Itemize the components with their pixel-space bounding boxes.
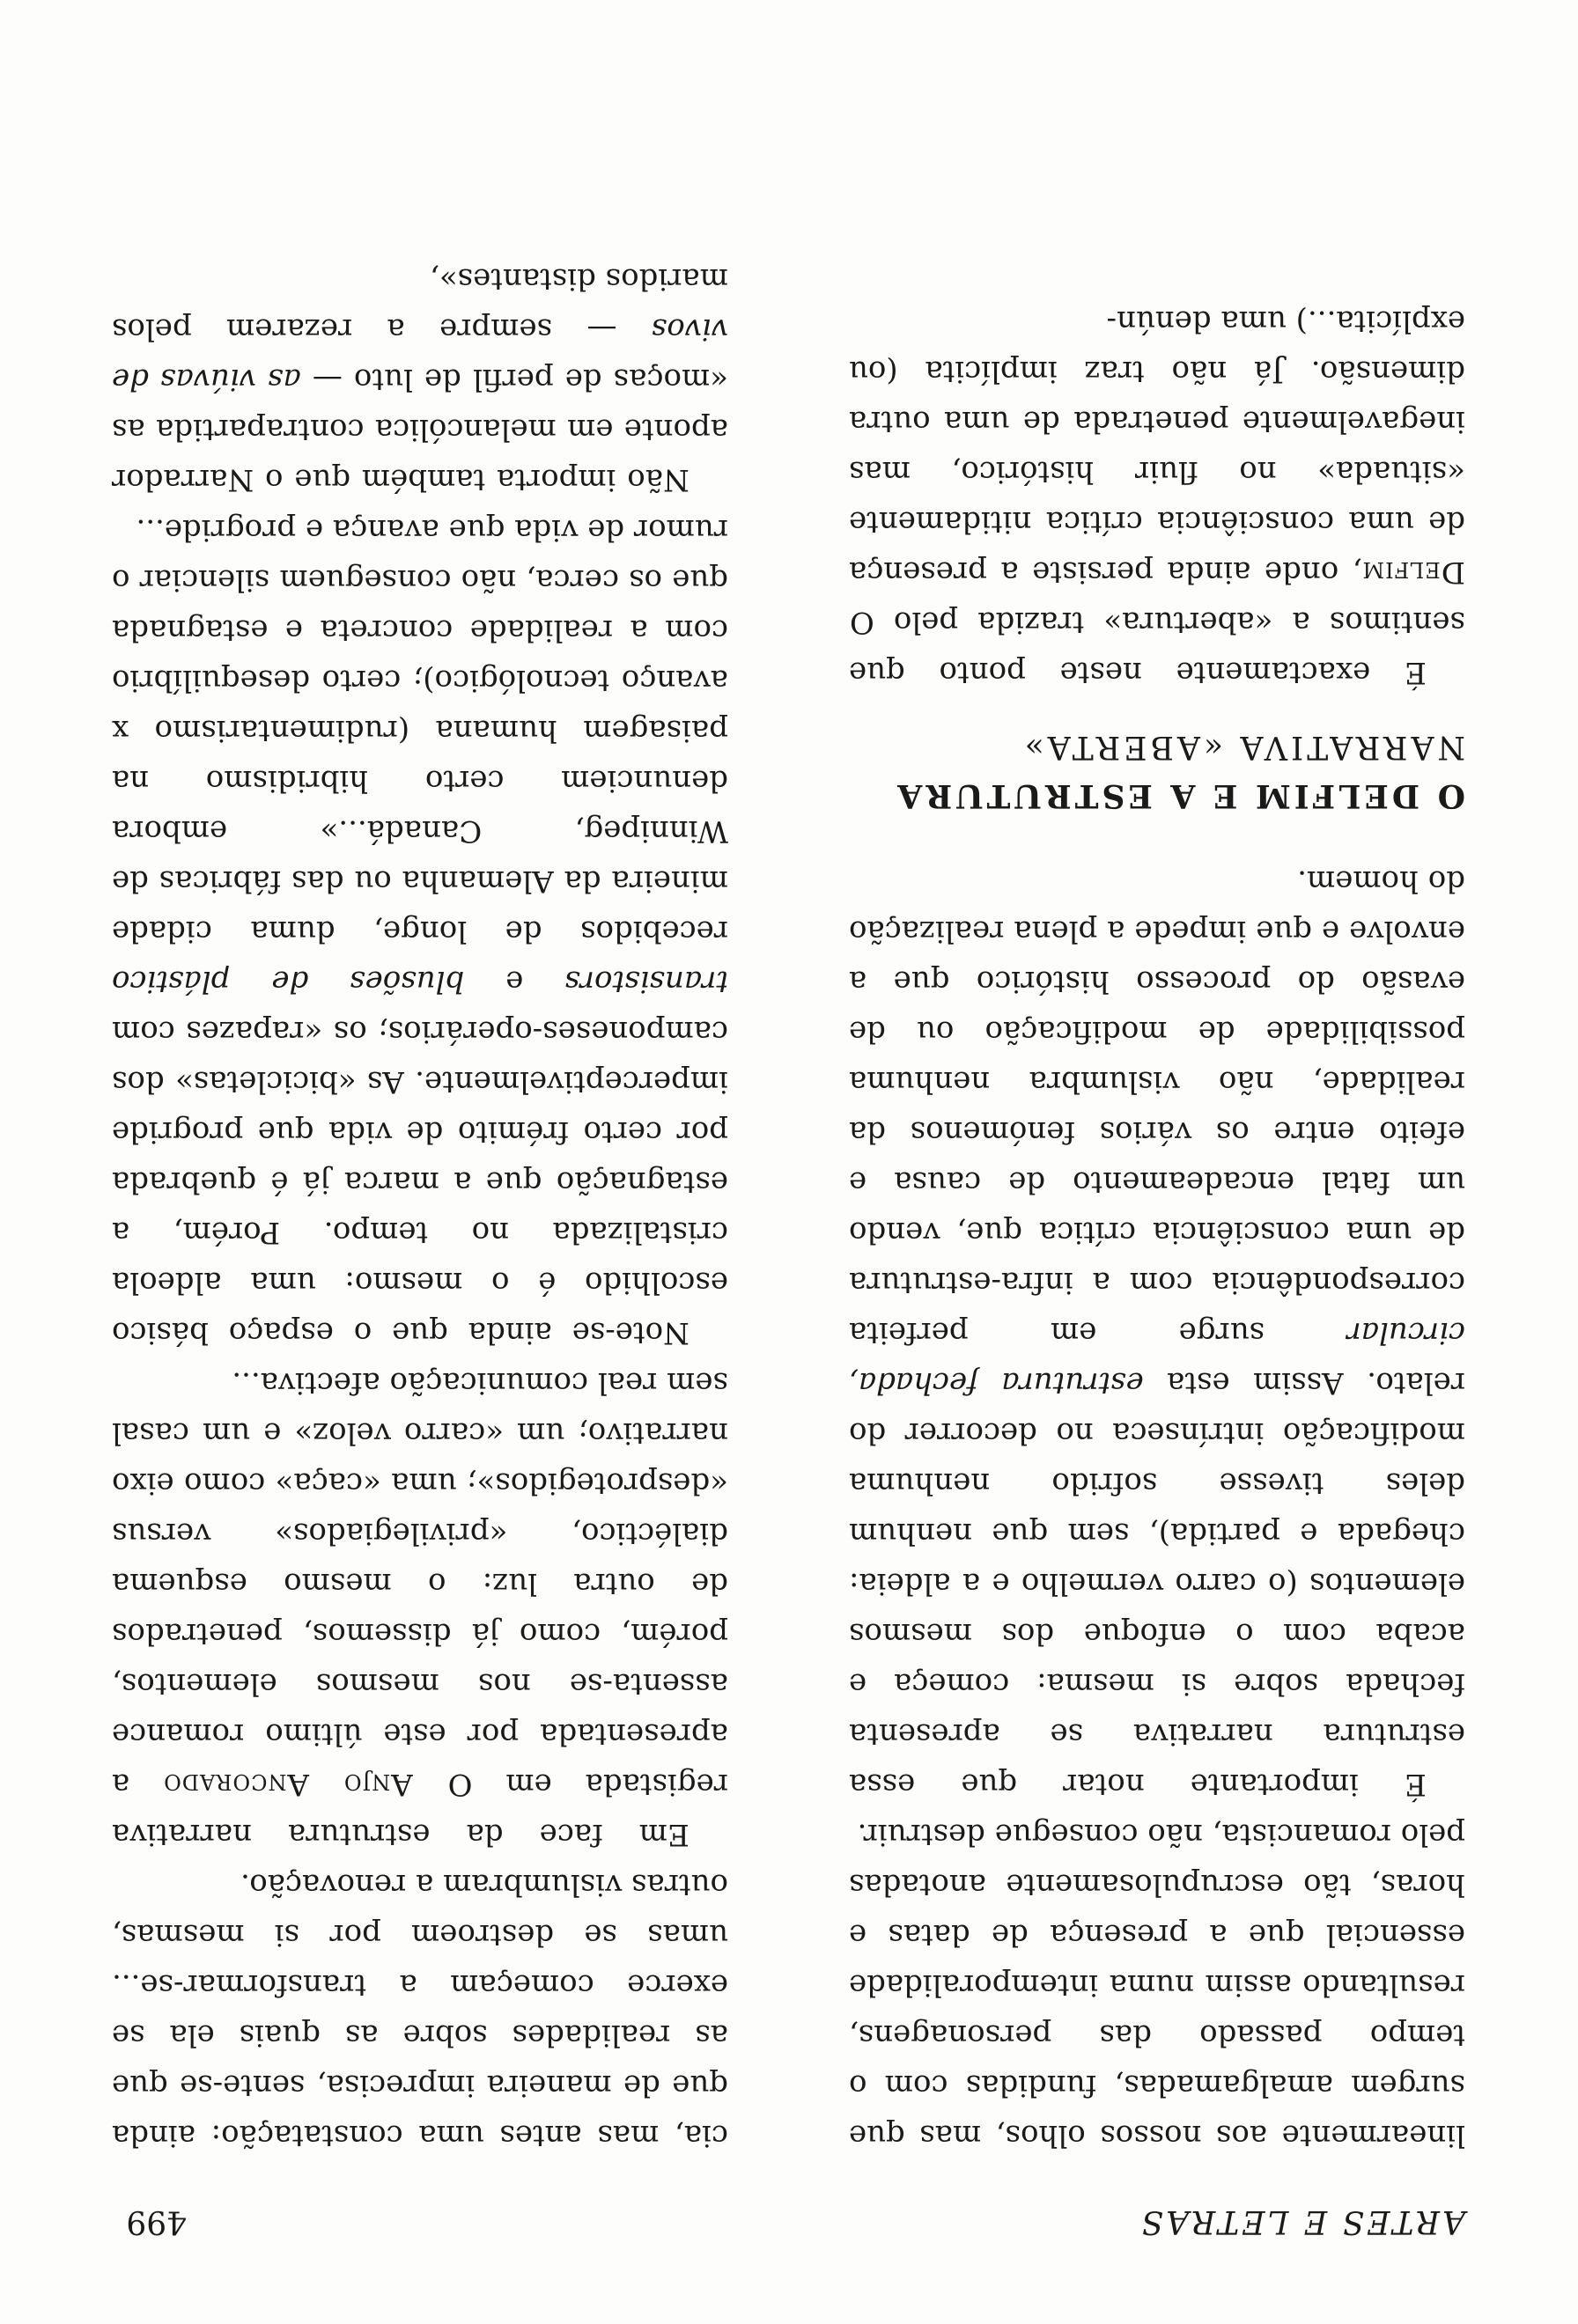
page-number: 499 [126,2203,187,2239]
paragraph-text: cia, mas antes uma constatação: ainda que de maneira imprecisa, sente-se que as realidades sobre as quais ela se exerce começam a transformar-se... umas se destroem por si mesmas, outras vislumbram a renovação. [112,1867,728,2153]
paragraph-text: recebidos de longe, duma cidade mineira da Alemanha ou das fábricas de Winnipeg, Canadá...» embora denunciem certo hibridismo na paisagem humana (rudimentarismo x avanço tecnológico); certo desequilíbrio com a realidade concreta e estagnada que os cerca, não conseguem silenciar o rumor de vida que avança e progride... [112,512,728,949]
section-heading [849,722,1465,820]
paragraph [112,254,728,504]
section-heading-line: O DELFIM E A ESTRUTURA [894,777,1465,814]
running-head: ARTES E LETRAS [1139,2203,1465,2239]
paragraph-text: É exactamente neste ponto que sentimos a «abertura» trazida pelo [849,605,1465,690]
paragraph-text: Em face da estrutura narrativa registada em [112,1767,728,1852]
emphasis-text: blusões de plástico [112,964,465,999]
left-column [849,83,1465,2160]
paragraph-text: É importante notar que essa estrutura narrativa se apresenta fechada sobre si mesma: começa e acaba com o enfoque dos mesmos elementos (o carro vermelho e a aldeia: chegada e partida), sem que nenhum deles tivesse sofrido nenhuma modificação intrínseca no decorrer do relato. Assim esta [849,1365,1465,1802]
paragraph [112,504,728,1357]
paragraph-text: Não importa também que o Narrador aponte em melancólica contrapartida as «moças de perfil de luto — [112,362,728,497]
paragraph-text: , onde ainda persiste a presença de uma consciência crítica nitidamente «situada» no fluir histórico, mas inegavelmente penetrada de uma outra dimensão. Já não traz implícita (ou explícita...) uma denún- [849,304,1465,590]
paragraph [849,1809,1465,2160]
right-column [112,83,728,2160]
emphasis-text: as viúvas de vivos [112,312,728,397]
emphasis-text: estrutura fechada, circular [849,1315,1465,1401]
paragraph-text: linearmente aos nossos olhos, mas que surgem amalgamadas, fundidas com o tempo passado das personagens, resultando assim numa intemporalidade essencial que a presença de datas e horas, tão escrupulosamente anotadas pelo romancista, não consegue destruir. [849,1817,1465,2153]
paragraph-text: — sempre a rezarem pelos maridos distantes», [112,261,728,347]
paragraph-text: Note-se ainda que o espaço básico escolhido é o mesmo: uma aldeola cristalizada no tempo. Porém, a estagnação que a marca já é quebrada por certo frémito de vida que progride imperceptivelmente. As «bicicletas» dos camponeses-operários; os «rapazes com [112,1014,728,1350]
paragraph [849,856,1465,1809]
paragraph [112,1357,728,1859]
book-title: O Delfim [849,555,1465,640]
paragraph-text: a apresentada por este último romance assenta-se nos mesmos elementos, porém, como já dissemos, penetrados de outra luz: o mesmo esquema dialéctico, «privilegiados» versus «desprotegidos»; uma «caça» como eixo narrativo; um «carro veloz» e um casal sem real comunicação afectiva... [112,1365,728,1802]
paragraph-text: e [505,964,524,999]
emphasis-text: transistors [564,964,728,999]
book-title: O Anjo Ancorado [163,1767,473,1802]
paragraph [849,296,1465,697]
section-heading-line: NARRATIVA «ABERTA» [1021,729,1465,765]
paragraph [112,1859,728,2160]
paragraph-text: surge em perfeita correspondência com a infra-estrutura de uma consciência crítica que, vendo um fatal encadeamento de causa e efeito entre os vários fenómenos da realidade, não vislumbra nenhuma possibilidade de modificação ou de evasão do processo histórico que a envolve e que impede a plena realização do homem. [849,864,1465,1350]
